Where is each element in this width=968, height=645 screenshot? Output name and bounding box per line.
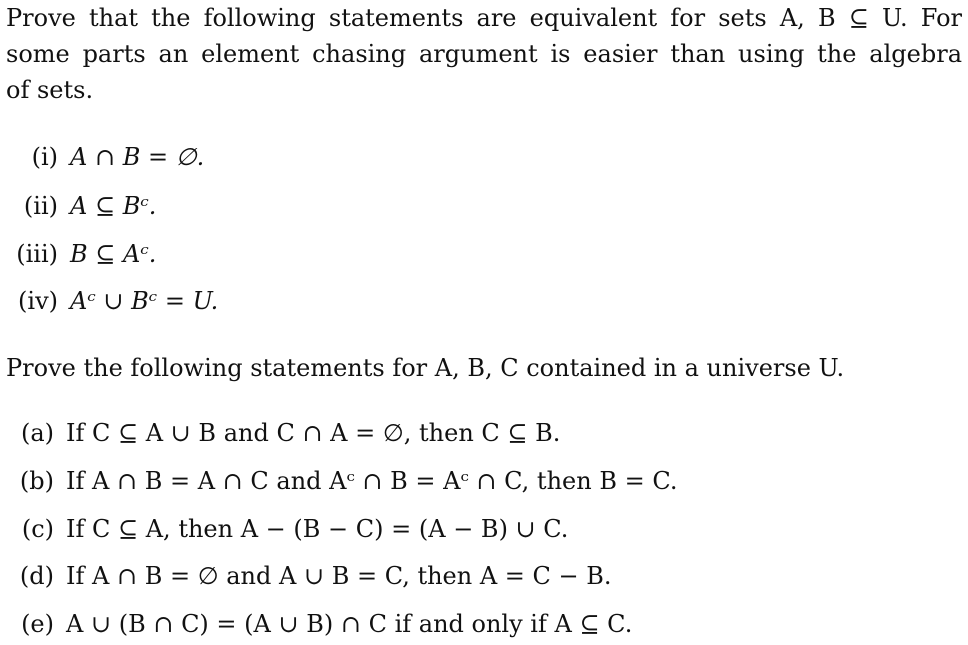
intro-line-1: Prove that the following statements are equivalent for sets A, B ⊆ U. For [6,4,962,32]
equivalence-item-ii [0,191,156,221]
statement-item-b [0,466,677,496]
equivalence-item-i [0,142,204,172]
item-statement: A ∩ B = ∅. [70,143,205,171]
intro-paragraph [6,0,962,108]
second-intro-paragraph [6,350,962,386]
equivalence-item-iii [0,239,156,269]
equivalence-item-iv [0,286,218,316]
item-statement: A ∪ (B ∩ C) = (A ∪ B) ∩ C if and only if A ⊆ C. [66,610,633,638]
item-statement: A ⊆ Bᶜ. [70,192,157,220]
item-label: (iv) [18,287,58,315]
item-label: (iii) [16,240,58,268]
intro-line-2: some parts an element chasing argument is easier than using the algebra [6,40,962,68]
item-statement: If C ⊆ A, then A − (B − C) = (A − B) ∪ C. [66,515,569,543]
item-statement: If A ∩ B = A ∩ C and Aᶜ ∩ B = Aᶜ ∩ C, then B = C. [66,467,678,495]
item-label: (e) [21,610,54,638]
item-label: (d) [19,562,54,590]
item-label: (c) [21,515,54,543]
intro-line-3: of sets. [6,76,94,104]
item-statement: B ⊆ Aᶜ. [70,240,157,268]
statement-item-a [0,418,560,448]
second-intro-line: Prove the following statements for A, B, C contained in a universe U. [6,354,845,382]
item-label: (b) [19,467,54,495]
item-label: (ii) [23,192,58,220]
statement-item-d [0,561,612,591]
statement-item-e [0,609,632,639]
item-label: (a) [20,419,54,447]
item-statement: If C ⊆ A ∪ B and C ∩ A = ∅, then C ⊆ B. [66,419,561,447]
item-statement: Aᶜ ∪ Bᶜ = U. [70,287,219,315]
statement-item-c [0,514,568,544]
item-statement: If A ∩ B = ∅ and A ∪ B = C, then A = C − B. [66,562,612,590]
item-label: (i) [31,143,58,171]
